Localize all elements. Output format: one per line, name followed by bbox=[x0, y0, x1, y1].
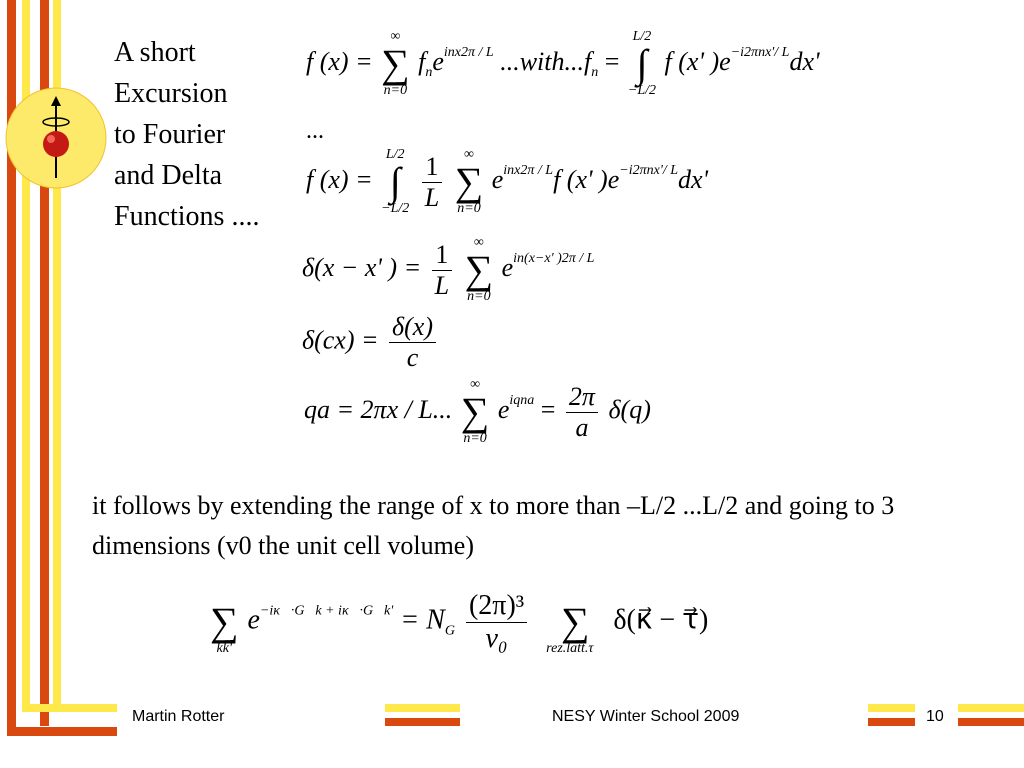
eq1-term: f bbox=[418, 46, 426, 76]
eq6-fraction bbox=[466, 590, 527, 655]
eq2-sum-top: ∞ bbox=[463, 147, 474, 162]
sum-sign: ∞ ∑ n=0 bbox=[460, 377, 490, 446]
eq2-int-top: L/2 bbox=[385, 147, 405, 162]
frame-orange-bottom bbox=[7, 727, 117, 736]
ellipsis-line: ... bbox=[306, 118, 324, 144]
eq5-frac-den: a bbox=[566, 412, 598, 443]
eq6-sum-bottom-right: rez.latt.τ⃗ bbox=[546, 641, 605, 656]
eq2-lhs: f (x) = bbox=[306, 164, 373, 194]
eq2-frac-num: 1 bbox=[425, 151, 439, 181]
title-line: to Fourier bbox=[114, 119, 226, 150]
page-number: 10 bbox=[926, 708, 944, 725]
title-line: Excursion bbox=[114, 78, 228, 109]
footer-bar-yellow-mid bbox=[385, 704, 460, 712]
footer-bar-yellow-right bbox=[868, 704, 915, 712]
eq5-equals: = bbox=[540, 394, 556, 424]
body-text: it follows by extending the range of x to more than –L/2 ...L/2 and going to 3 dimensions (v0 the unit cell volume) bbox=[92, 491, 895, 560]
eq2-fraction bbox=[422, 152, 442, 213]
eq3-frac-den: L bbox=[432, 270, 452, 301]
eq5-sum-top: ∞ bbox=[470, 377, 481, 392]
sum-sign: ∑ kk' bbox=[210, 599, 239, 656]
eq5-frac-num: 2π bbox=[568, 381, 595, 411]
eq6-frac-den: v₀ bbox=[466, 622, 527, 655]
title-line: and Delta bbox=[114, 160, 223, 191]
spin-atom-icon bbox=[4, 86, 108, 190]
eq1-dx: dx' bbox=[789, 46, 820, 76]
eq1-with-sub: n bbox=[591, 64, 599, 80]
eq1-int-top: L/2 bbox=[632, 29, 652, 44]
eq3-lhs: δ(x − x' ) = bbox=[302, 252, 422, 282]
eq3-fraction bbox=[432, 240, 452, 301]
title-line: Functions .... bbox=[114, 201, 260, 232]
eq1-term-sub: n bbox=[425, 64, 433, 80]
eq4-lhs: δ(cx) = bbox=[302, 325, 379, 355]
eq6-sum-bottom-left: kk' bbox=[216, 641, 232, 656]
sum-sign: ∞ ∑ n=0 bbox=[464, 235, 494, 304]
eq2-int-bottom: −L/2 bbox=[381, 201, 410, 216]
footer-event: NESY Winter School 2009 bbox=[552, 708, 740, 725]
equation-fourier-combined: f (x) = L/2 ∫ −L/2 $\frac{1}{L}$ ∞ ∑ n=0 $e^{inx2\pi / L}f$ (x' )$e^{-i2\pi nx'/ L}dx'$ bbox=[306, 147, 709, 216]
frame-yellow-bottom bbox=[22, 704, 117, 712]
eq1-lhs: f (x) = bbox=[306, 46, 373, 76]
eq1-equals: = bbox=[604, 46, 620, 76]
eq2-sum-bottom: n=0 bbox=[457, 201, 481, 216]
eq5-sum-bottom: n=0 bbox=[463, 431, 487, 446]
eq1-exp-base: e bbox=[432, 46, 444, 76]
sum-sign: ∞ ∑ n=0 bbox=[381, 29, 410, 98]
eq6-frac-num: (2π)³ bbox=[468, 589, 525, 621]
eq5-fraction bbox=[566, 382, 598, 443]
equation-fourier-series bbox=[306, 30, 820, 120]
slide-title bbox=[114, 32, 259, 237]
footer-bar-orange-right bbox=[868, 718, 915, 726]
sum-sign: ∞ ∑ n=0 bbox=[454, 147, 484, 216]
eq3-sum-bottom: n=0 bbox=[467, 289, 491, 304]
eq2-exp2: −i2πnx'/ L bbox=[619, 162, 678, 178]
eq2-dx: dx' bbox=[678, 164, 709, 194]
equation-delta-scaling bbox=[302, 312, 440, 384]
equation-3d-lattice-sum: ∑ kk' $e^{-i\kappa⃗\cdot G⃗k + i\kappa⃗\cdot G⃗k'} = N_G$ $\frac{\text{(2π)³}}{\text{v₀}}$ ∑ rez.latt.τ⃗ δ(κ⃗ − τ⃗) bbox=[210, 589, 709, 656]
eq5-rhs: δ(q) bbox=[608, 394, 651, 424]
footer-bar-orange-far bbox=[958, 718, 1024, 726]
eq2-exp1: inx2π / L bbox=[503, 162, 554, 178]
eq1-int-bottom: −L/2 bbox=[627, 83, 657, 98]
eq1-with: ...with...f bbox=[500, 46, 592, 76]
title-line: A short bbox=[114, 37, 196, 68]
eq1-integrand: f (x' )e bbox=[664, 46, 731, 76]
eq1-sum-top: ∞ bbox=[390, 29, 401, 44]
eq3-frac-num: 1 bbox=[435, 239, 449, 269]
integral-sign: L/2 ∫ −L/2 bbox=[627, 29, 657, 98]
eq5-lhs: qa = 2πx / L... bbox=[304, 394, 453, 424]
footer-author: Martin Rotter bbox=[132, 708, 225, 725]
footer-bar-orange-mid bbox=[385, 718, 460, 726]
eq6-n-sub: G bbox=[444, 623, 455, 639]
eq6-rhs: δ(κ⃗ − τ⃗) bbox=[613, 604, 709, 636]
eq2-mid: f (x' )e bbox=[553, 164, 620, 194]
footer-bar-yellow-far bbox=[958, 704, 1024, 712]
eq3-sum-top: ∞ bbox=[473, 235, 484, 250]
eq1-sum-bottom: n=0 bbox=[383, 83, 408, 98]
eq1-exponent: inx2π / L bbox=[443, 44, 494, 60]
eq6-equals: = N bbox=[400, 604, 445, 636]
eq3-exponent: in(x−x' )2π / L bbox=[513, 250, 595, 266]
eq6-exponent: −iκ⃗·G⃗k + iκ⃗·G⃗k' bbox=[259, 603, 394, 619]
sum-sign: ∑ rez.latt.τ⃗ bbox=[546, 599, 605, 656]
eq4-fraction bbox=[389, 312, 436, 373]
eq4-frac-den: c bbox=[389, 342, 436, 373]
integral-sign: L/2 ∫ −L/2 bbox=[381, 147, 410, 216]
eq4-frac-num: δ(x) bbox=[392, 312, 433, 341]
equation-lattice-sum: qa = 2πx / L... ∞ ∑ n=0 $e^{iqna}$ = $\frac{2\pi}{a}$ δ(q) bbox=[304, 377, 651, 446]
eq1-integrand-exp: −i2πnx'/ L bbox=[730, 44, 790, 60]
equation-delta-sum: δ(x − x' ) = $\frac{1}{L}$ ∞ ∑ n=0 $e^{in(x-x' )2\pi / L}$ bbox=[302, 235, 595, 304]
eq5-exponent: iqna bbox=[509, 392, 535, 408]
eq2-frac-den: L bbox=[422, 182, 442, 213]
